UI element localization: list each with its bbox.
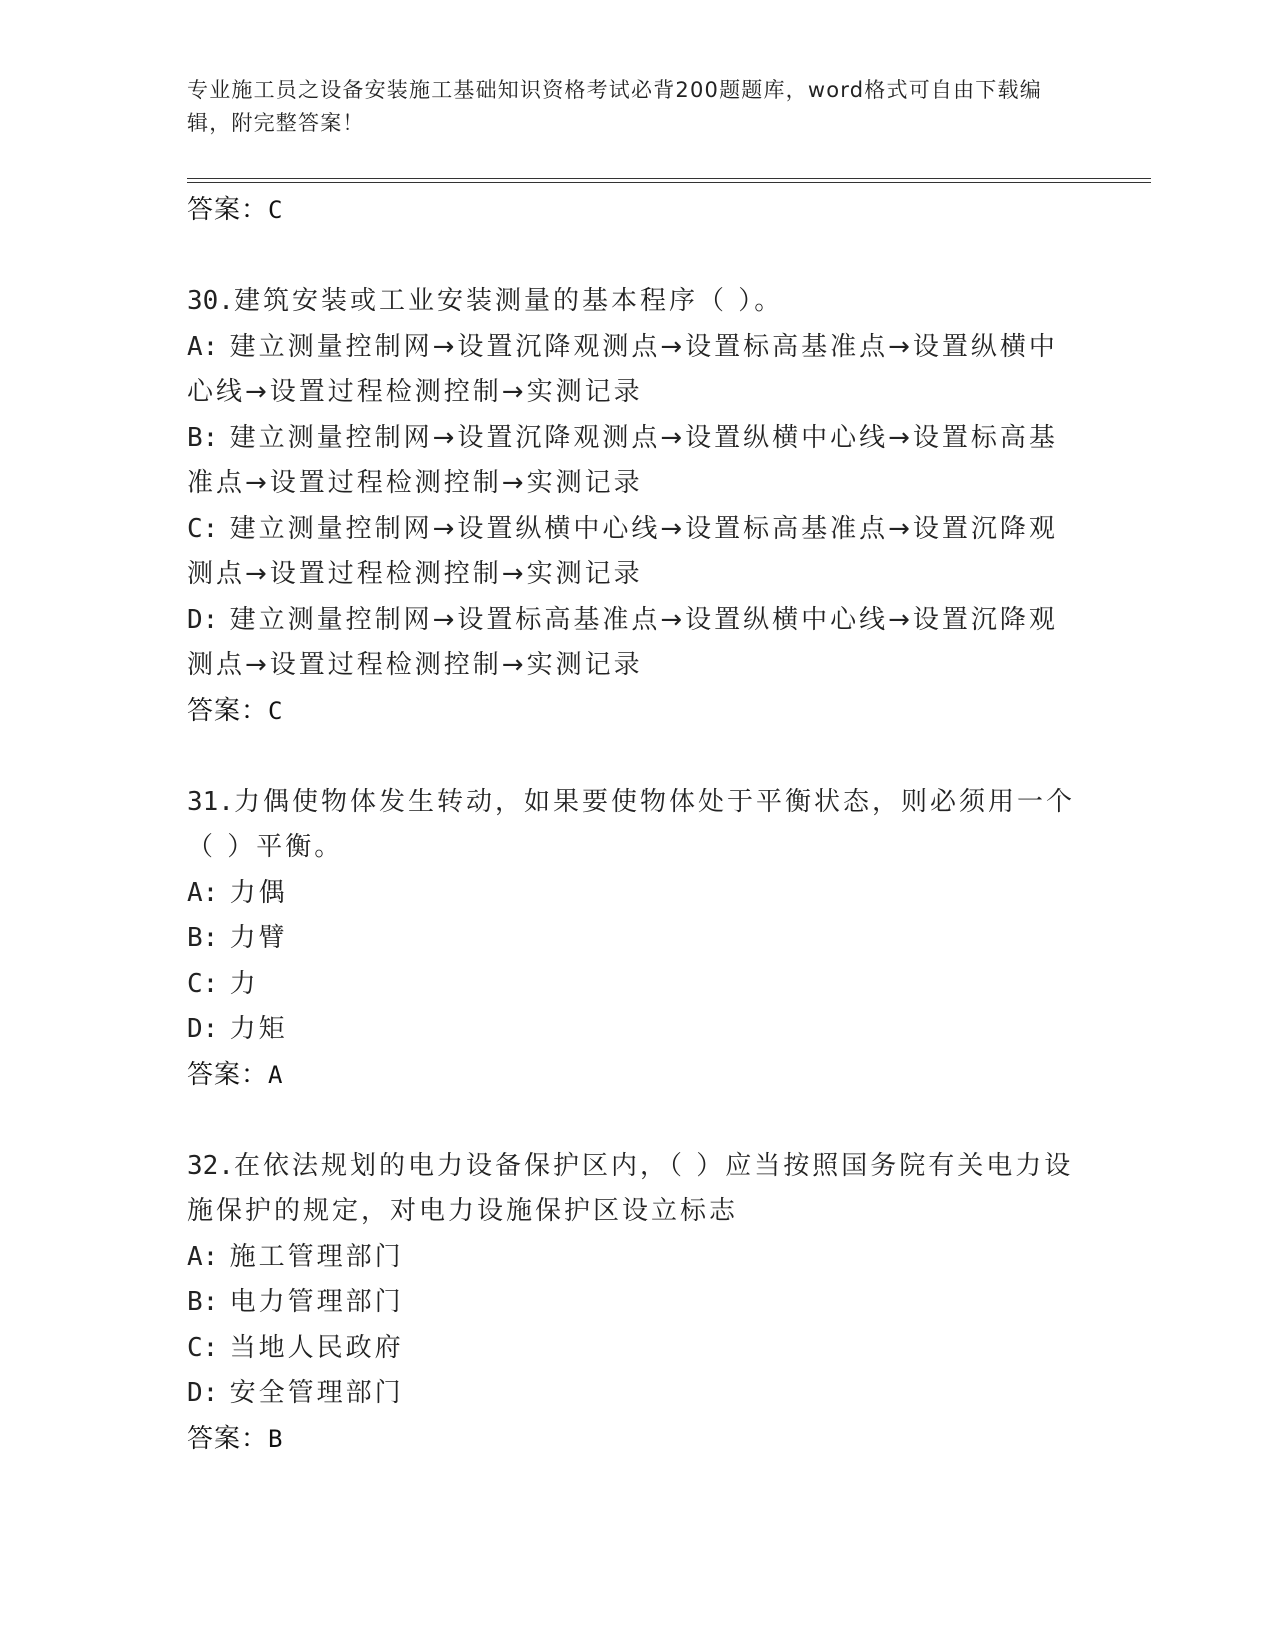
answer-value: B	[268, 1424, 284, 1453]
header-divider-top	[187, 178, 1151, 179]
option-c	[187, 507, 1077, 598]
option-a	[187, 325, 1077, 416]
option-text: 建立测量控制网→设置沉降观测点→设置纵横中心线→设置标高基准点→设置过程检测控制→实测记录	[187, 422, 1058, 498]
question-number: 32.	[187, 1150, 234, 1181]
option-a	[187, 1235, 1077, 1281]
question-stem: 建筑安装或工业安装测量的基本程序（ ）。	[233, 286, 784, 316]
question-block	[187, 279, 1077, 734]
option-text: 安全管理部门	[229, 1378, 404, 1408]
option-a	[187, 871, 1077, 917]
answer-value: A	[268, 1060, 284, 1089]
header-divider-bottom	[187, 182, 1151, 183]
option-letter: D:	[187, 1014, 219, 1044]
answer-line	[187, 1417, 1077, 1462]
option-text: 电力管理部门	[229, 1287, 404, 1317]
option-letter: A:	[187, 331, 219, 362]
question-stem: 力偶使物体发生转动，如果要使物体处于平衡状态，则必须用一个（ ）平衡。	[187, 786, 1075, 862]
option-letter: B:	[187, 422, 219, 453]
answer-label: 答案：	[187, 195, 269, 225]
option-letter: B:	[187, 923, 219, 953]
option-text: 力偶	[229, 877, 288, 908]
answer-line	[187, 188, 1077, 233]
option-text: 建立测量控制网→设置纵横中心线→设置标高基准点→设置沉降观测点→设置过程检测控制→实测记录	[187, 513, 1058, 589]
option-letter: A:	[187, 1241, 219, 1272]
answer-label: 答案：	[187, 1423, 269, 1454]
question-stem: 在依法规划的电力设备保护区内，（ ）应当按照国务院有关电力设施保护的规定，对电力设施保护区设立标志	[187, 1150, 1074, 1226]
question-number: 30.	[187, 286, 234, 316]
question-number: 31.	[187, 786, 234, 817]
question-block	[187, 780, 1077, 1098]
option-d	[187, 598, 1077, 689]
answer-value: C	[268, 696, 284, 725]
option-b	[187, 416, 1077, 507]
option-text: 力	[229, 968, 259, 999]
question-text	[187, 1144, 1077, 1235]
document-body	[187, 188, 1077, 1462]
question-text	[187, 279, 1077, 325]
option-text: 建立测量控制网→设置沉降观测点→设置标高基准点→设置纵横中心线→设置过程检测控制→实测记录	[187, 331, 1058, 407]
option-text: 当地人民政府	[229, 1332, 404, 1363]
question-block	[187, 1144, 1077, 1462]
option-d	[187, 1371, 1077, 1417]
option-text: 力臂	[229, 923, 288, 953]
answer-label: 答案：	[187, 695, 269, 726]
question-text	[187, 780, 1077, 871]
option-c	[187, 1326, 1077, 1372]
option-letter: C:	[187, 1332, 219, 1363]
option-text: 力矩	[229, 1014, 288, 1044]
option-text: 建立测量控制网→设置标高基准点→设置纵横中心线→设置沉降观测点→设置过程检测控制→实测记录	[187, 604, 1058, 680]
option-letter: A:	[187, 877, 219, 908]
option-b	[187, 1280, 1077, 1326]
answer-label: 答案：	[187, 1059, 269, 1090]
option-letter: D:	[187, 1378, 219, 1408]
answer-value: C	[268, 196, 284, 224]
answer-line	[187, 689, 1077, 734]
option-d	[187, 1007, 1077, 1053]
option-letter: B:	[187, 1287, 219, 1317]
option-letter: C:	[187, 513, 219, 544]
option-c	[187, 962, 1077, 1008]
option-letter: C:	[187, 968, 219, 999]
answer-line	[187, 1053, 1077, 1098]
option-letter: D:	[187, 604, 219, 635]
option-b	[187, 916, 1077, 962]
option-text: 施工管理部门	[229, 1241, 404, 1272]
page-header-title: 专业施工员之设备安装施工基础知识资格考试必背200题题库，word格式可自由下载编辑，附完整答案！	[187, 78, 1042, 135]
